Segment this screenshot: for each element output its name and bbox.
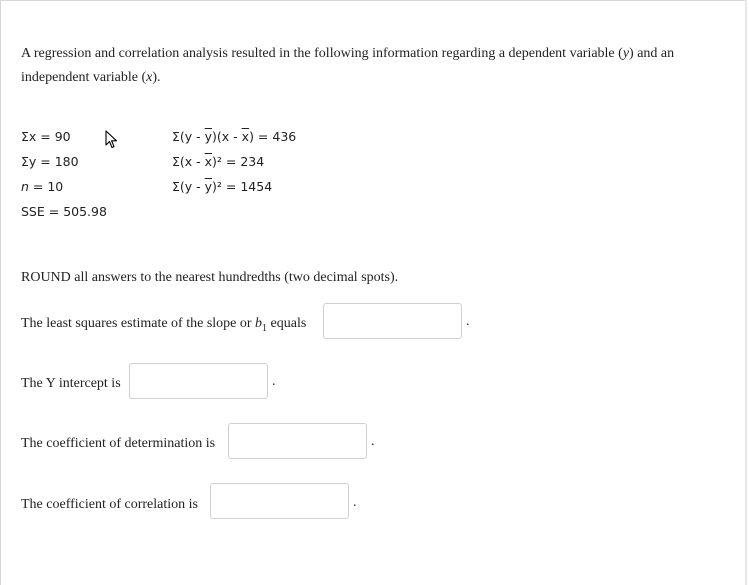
rounding-instruction: ROUND all answers to the nearest hundredths (two decimal spots). [21, 270, 399, 285]
correlation-answer-input[interactable] [210, 483, 349, 519]
stat-sum-xx-deviations: $\Sigma(x - \overline{x})^2 = 234$ [172, 154, 265, 169]
x-symbol: x [146, 70, 153, 85]
intro-paragraph: A regression and correlation analysis resulted in the following information regarding a dependent variable (y) and an independent variable (x). [21, 46, 675, 85]
correlation-period: . [353, 495, 357, 510]
intercept-period: . [272, 374, 276, 389]
intercept-question-label: The Y intercept is [21, 376, 121, 391]
stat-sum-xy-deviations: $\Sigma(y - \overline{y})(x - \overline{x}) = 436$ [172, 129, 297, 144]
stat-sum-y: Σy = 180 [21, 154, 79, 169]
slope-answer-input[interactable] [323, 303, 462, 339]
intercept-answer-input[interactable] [129, 363, 268, 399]
determination-answer-input[interactable] [228, 423, 367, 459]
correlation-question-label: The coefficient of correlation is [21, 497, 198, 512]
determination-question-label: The coefficient of determination is [21, 436, 216, 451]
slope-period: . [466, 314, 470, 329]
stat-sse: SSE = 505.98 [21, 204, 107, 219]
slope-question-label: The least squares estimate of the slope or $b_1$ equals [21, 316, 307, 334]
stat-sum-x: Σx = 90 [21, 129, 71, 144]
scrollbar-track[interactable] [745, 0, 747, 585]
y-symbol: y [622, 46, 630, 61]
stat-n: n = 10 [21, 179, 64, 194]
determination-period: . [371, 434, 375, 449]
mouse-cursor-icon [105, 130, 119, 155]
stat-sum-yy-deviations: $\Sigma(y - \overline{y})^2 = 1454$ [172, 179, 273, 194]
